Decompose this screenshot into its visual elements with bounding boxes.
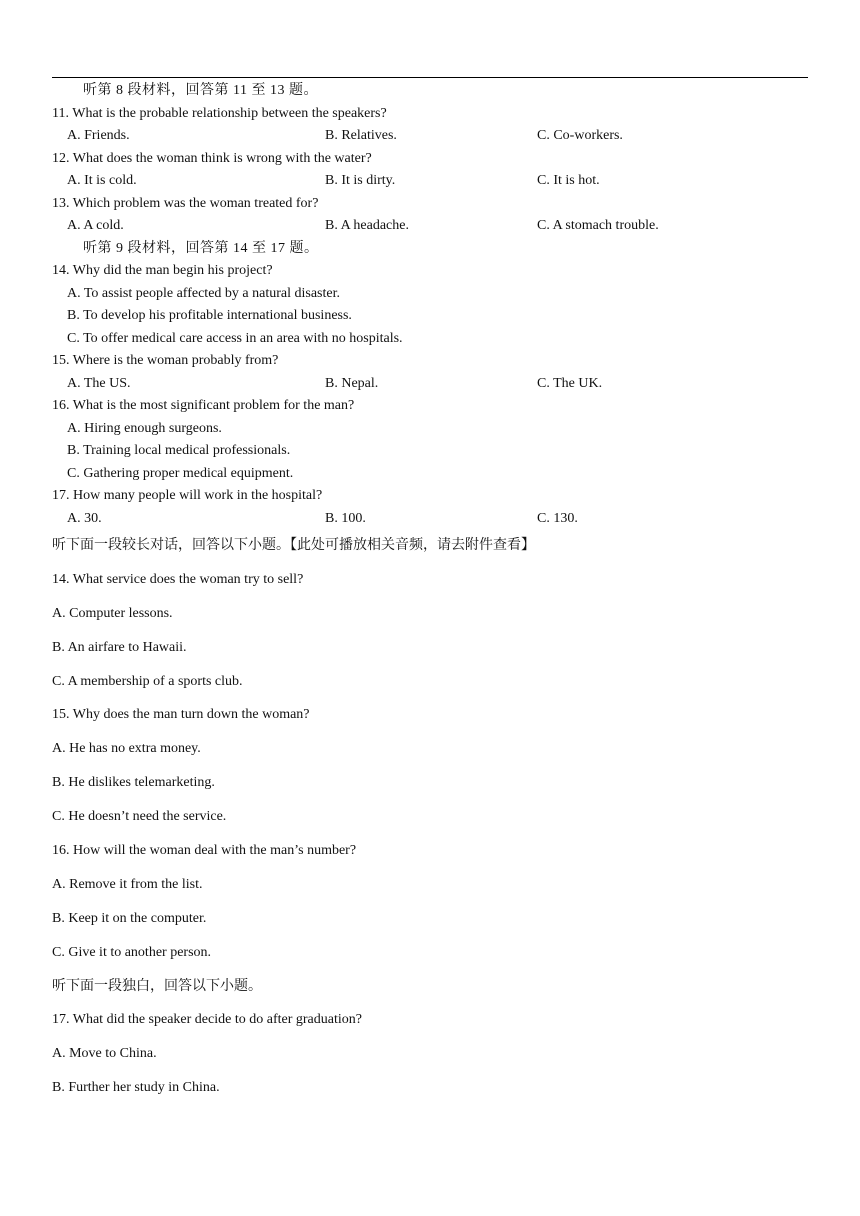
answer-option: B. Keep it on the computer.: [52, 910, 207, 926]
option-c: C. A stomach trouble.: [537, 218, 659, 233]
question-stem: 14. What service does the woman try to sell?: [52, 571, 304, 587]
question-stem: 17. What did the speaker decide to do after graduation?: [52, 1012, 362, 1028]
listening-section-part1: [52, 80, 812, 530]
answer-option: A. He has no extra money.: [52, 741, 201, 757]
listening-section-part2: [52, 535, 812, 1111]
question-stem: 17. How many people will work in the hospital?: [52, 488, 323, 503]
question-stem: 15. Why does the man turn down the woman?: [52, 707, 310, 723]
monologue-intro: 听下面一段独白，回答以下小题。: [52, 978, 262, 994]
question-stem: 16. How will the woman deal with the man’s number?: [52, 843, 357, 859]
question-stem: 11. What is the probable relationship between the speakers?: [52, 105, 387, 121]
option-a: A. To assist people affected by a natural disaster.: [67, 285, 340, 301]
option-c: C. 130.: [537, 510, 578, 526]
section-heading: 听第 9 段材料，回答第 14 至 17 题。: [83, 240, 319, 256]
option-row: [52, 373, 812, 396]
question-stem: 16. What is the most significant problem for the man?: [52, 398, 355, 413]
answer-option: C. A membership of a sports club.: [52, 673, 243, 689]
answer-option: C. Give it to another person.: [52, 944, 212, 960]
option-b: B. To develop his profitable international business.: [67, 308, 352, 323]
option-c: C. The UK.: [537, 375, 603, 391]
answer-option: A. Move to China.: [52, 1046, 157, 1062]
answer-option: A. Remove it from the list.: [52, 876, 203, 892]
option-b: B. 100.: [325, 510, 366, 526]
option-b: B. Nepal.: [325, 375, 379, 391]
option-c: C. Co-workers.: [537, 128, 623, 143]
answer-option: B. He dislikes telemarketing.: [52, 775, 215, 791]
section-heading: 听第 8 段材料，回答第 11 至 13 题。: [83, 83, 318, 98]
answer-option: B. An airfare to Hawaii.: [52, 639, 187, 655]
question-stem: 13. Which problem was the woman treated for?: [52, 195, 319, 211]
option-b: B. Relatives.: [325, 128, 397, 143]
option-c: C. It is hot.: [537, 173, 600, 188]
option-b: B. It is dirty.: [325, 173, 396, 188]
option-a: A. Hiring enough surgeons.: [67, 420, 222, 436]
option-c: C. To offer medical care access in an area with no hospitals.: [67, 330, 403, 346]
question-stem: 14. Why did the man begin his project?: [52, 263, 273, 278]
answer-option: B. Further her study in China.: [52, 1080, 220, 1096]
option-a: A. The US.: [67, 375, 131, 391]
option-a: A. 30.: [67, 510, 102, 526]
option-row: [52, 125, 812, 148]
dialogue-intro: 听下面一段较长对话，回答以下小题。【此处可播放相关音频，请去附件查看】: [52, 538, 535, 553]
option-row: [52, 170, 812, 193]
option-b: B. A headache.: [325, 218, 409, 233]
option-row: [52, 215, 812, 238]
option-a: A. Friends.: [67, 128, 130, 143]
answer-option: C. He doesn’t need the service.: [52, 809, 227, 825]
answer-option: A. Computer lessons.: [52, 605, 173, 621]
option-b: B. Training local medical professionals.: [67, 443, 291, 458]
option-c: C. Gathering proper medical equipment.: [67, 465, 294, 481]
option-a: A. A cold.: [67, 218, 124, 233]
option-row: [52, 508, 812, 531]
question-stem: 12. What does the woman think is wrong with the water?: [52, 150, 372, 166]
question-stem: 15. Where is the woman probably from?: [52, 353, 279, 368]
header-rule: [52, 77, 808, 78]
option-a: A. It is cold.: [67, 173, 137, 188]
